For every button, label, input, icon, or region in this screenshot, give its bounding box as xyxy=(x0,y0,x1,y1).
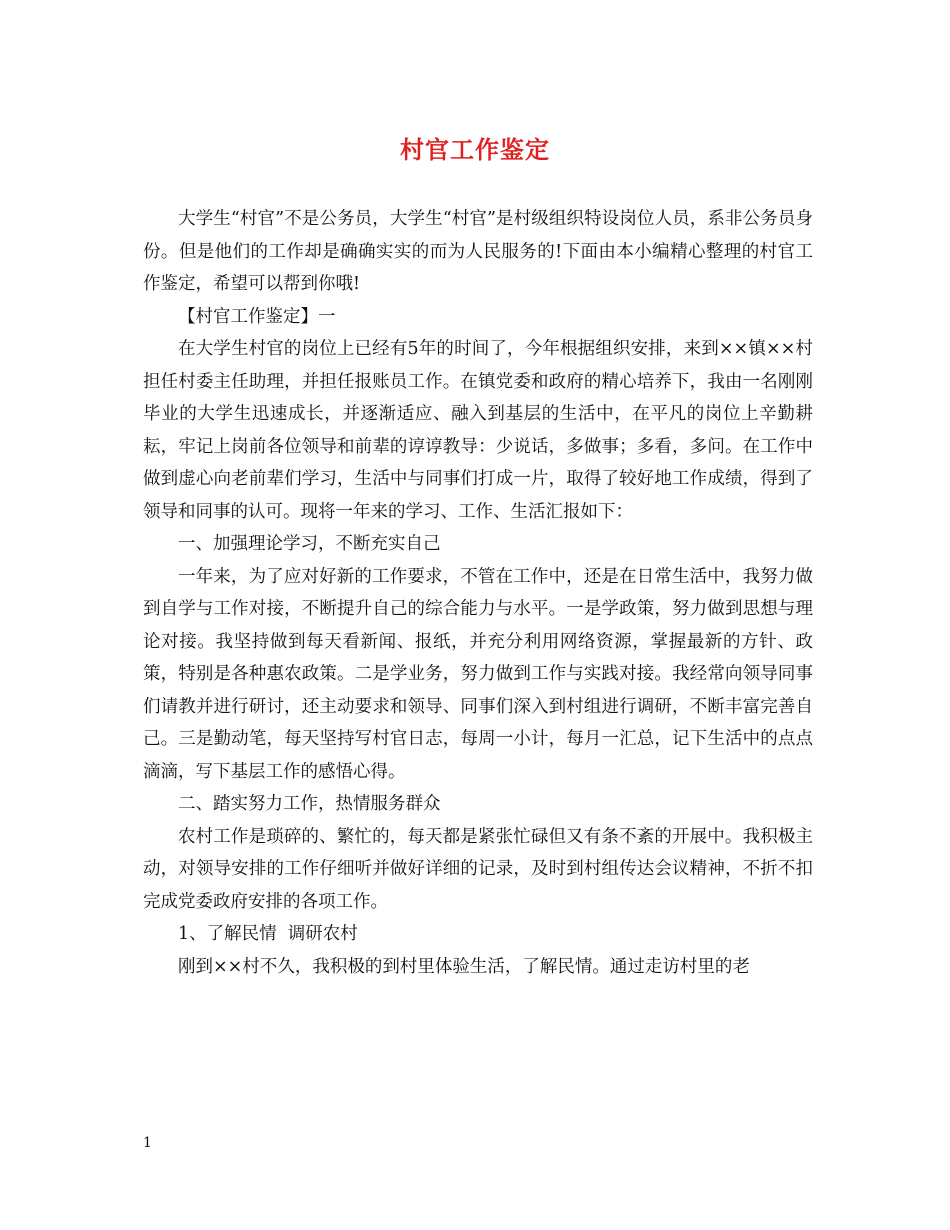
body-paragraph: 一年来，为了应对好新的工作要求，不管在工作中，还是在日常生活中，我努力做到自学与工作对接，不断提升自己的综合能力与水平。一是学政策，努力做到思想与理论对接。我坚持做到每天看新闻、报纸，并充分利用网络资源，掌握最新的方针、政策，特别是各种惠农政策。二是学业务，努力做到工作与实践对接。我经常向领导同事们请教并进行研讨，还主动要求和领导、同事们深入到村组进行调研，不断丰富完善自己。三是勤动笔，每天坚持写村官日志，每周一小计，每月一汇总，记下生活中的点点滴滴，写下基层工作的感悟心得。 xyxy=(143,566,813,782)
document-body xyxy=(143,203,813,983)
section-heading-one: 【村官工作鉴定】一 xyxy=(178,306,336,327)
subheading-understand-people: 1、了解民情 调研农村 xyxy=(178,924,358,944)
subheading-theory-study: 一、加强理论学习，不断充实自己 xyxy=(178,534,441,554)
body-paragraph: 在大学生村官的岗位上已经有5年的时间了，今年根据组织安排，来到××镇××村担任村委主任助理，并担任报账员工作。在镇党委和政府的精心培养下，我由一名刚刚毕业的大学生迅速成长，并逐渐适应、融入到基层的生活中，在平凡的岗位上辛勤耕耘，牢记上岗前各位领导和前辈的谆谆教导：少说话，多做事；多看，多问。在工作中做到虚心向老前辈们学习，生活中与同事们打成一片，取得了较好地工作成绩，得到了领导和同事的认可。现将一年来的学习、工作、生活汇报如下： xyxy=(143,339,813,522)
body-paragraph: 刚到××村不久，我积极的到村里体验生活，了解民情。通过走访村里的老 xyxy=(178,956,750,977)
intro-paragraph: 大学生“村官”不是公务员，大学生“村官”是村级组织特设岗位人员，系非公务员身份。但是他们的工作却是确确实实的而为人民服务的!下面由本小编精心整理的村官工作鉴定，希望可以帮到你哦! xyxy=(143,209,813,294)
subheading-work-service: 二、踏实努力工作，热情服务群众 xyxy=(178,794,441,814)
body-paragraph: 农村工作是琐碎的、繁忙的，每天都是紧张忙碌但又有条不紊的开展中。我积极主动，对领导安排的工作仔细听并做好详细的记录，及时到村组传达会议精神，不折不扣完成党委政府安排的各项工作。 xyxy=(143,826,813,912)
document-title: 村官工作鉴定 xyxy=(400,135,550,164)
page-number: 1 xyxy=(143,1135,152,1151)
